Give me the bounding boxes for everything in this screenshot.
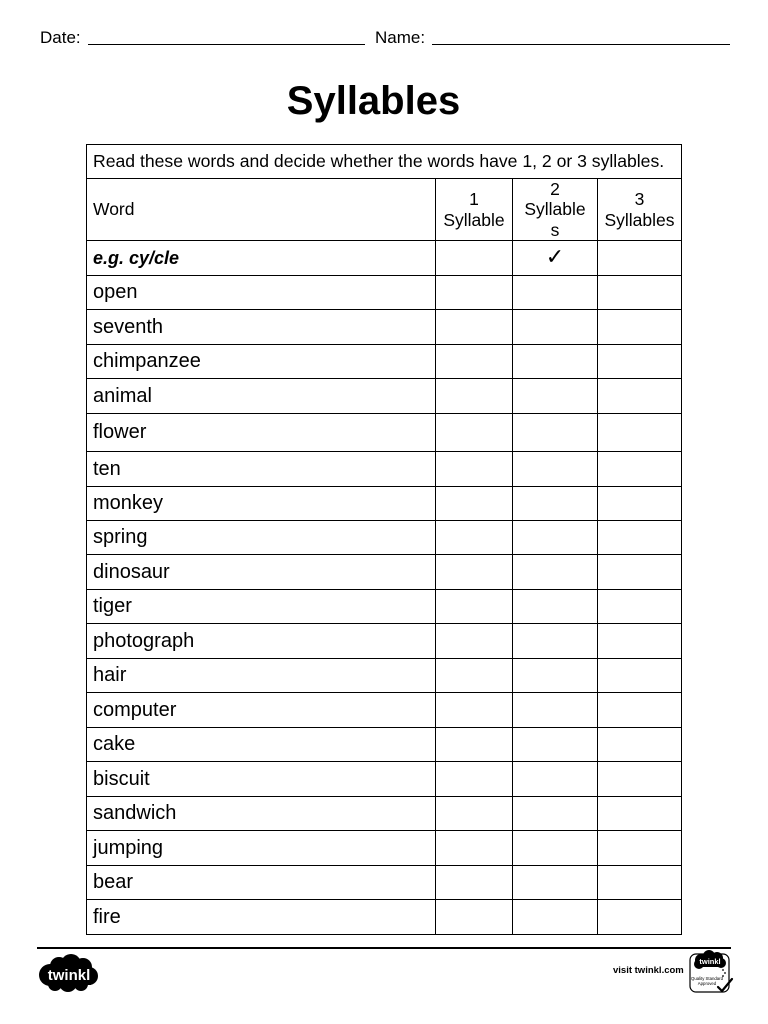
word-cell: ten bbox=[87, 452, 436, 486]
answer-1-syllable-cell bbox=[436, 624, 513, 658]
word-cell: biscuit bbox=[87, 762, 436, 796]
twinkl-logo bbox=[37, 953, 99, 993]
column-header-line: s bbox=[550, 219, 560, 240]
word-cell: open bbox=[87, 276, 436, 309]
answer-3-syllables-cell bbox=[598, 276, 681, 309]
answer-2-syllables-cell bbox=[513, 379, 598, 413]
name-label: Name: bbox=[375, 28, 426, 47]
answer-3-syllables-cell bbox=[598, 310, 681, 344]
answer-3-syllables-cell bbox=[598, 900, 681, 934]
column-header-line: Syllables bbox=[604, 209, 675, 230]
table-row bbox=[87, 379, 681, 414]
example-answer-1-syllable bbox=[436, 241, 513, 275]
word-cell: bear bbox=[87, 866, 436, 899]
table-row bbox=[87, 797, 681, 831]
column-header-word bbox=[87, 179, 436, 240]
answer-2-syllables-cell bbox=[513, 693, 598, 727]
column-header-line: 2 bbox=[550, 178, 560, 199]
word-cell: seventh bbox=[87, 310, 436, 344]
answer-2-syllables-cell bbox=[513, 797, 598, 830]
answer-3-syllables-cell bbox=[598, 345, 681, 378]
answer-3-syllables-cell bbox=[598, 728, 681, 761]
table-row bbox=[87, 624, 681, 659]
table-row bbox=[87, 693, 681, 728]
word-cell: photograph bbox=[87, 624, 436, 658]
answer-3-syllables-cell bbox=[598, 521, 681, 554]
answer-2-syllables-cell bbox=[513, 345, 598, 378]
word-cell: flower bbox=[87, 414, 436, 451]
word-cell: computer bbox=[87, 693, 436, 727]
check-mark-icon: ✓ bbox=[545, 245, 565, 270]
answer-1-syllable-cell bbox=[436, 452, 513, 486]
table-row bbox=[87, 414, 681, 452]
word-cell: sandwich bbox=[87, 797, 436, 830]
answer-1-syllable-cell bbox=[436, 487, 513, 520]
answer-1-syllable-cell bbox=[436, 693, 513, 727]
answer-1-syllable-cell bbox=[436, 762, 513, 796]
table-row bbox=[87, 831, 681, 866]
answer-2-syllables-cell bbox=[513, 728, 598, 761]
answer-2-syllables-cell bbox=[513, 762, 598, 796]
instruction-row bbox=[87, 145, 681, 179]
answer-2-syllables-cell bbox=[513, 590, 598, 623]
answer-3-syllables-cell bbox=[598, 555, 681, 589]
answer-3-syllables-cell bbox=[598, 590, 681, 623]
column-header-3-syllables bbox=[598, 179, 681, 240]
answer-1-syllable-cell bbox=[436, 728, 513, 761]
table-row bbox=[87, 900, 681, 934]
answer-2-syllables-cell bbox=[513, 310, 598, 344]
badge-line-1: Quality Standard bbox=[690, 976, 724, 981]
answer-3-syllables-cell bbox=[598, 624, 681, 658]
answer-1-syllable-cell bbox=[436, 276, 513, 309]
table-row bbox=[87, 345, 681, 379]
column-header-line: Syllable bbox=[443, 209, 505, 230]
answer-2-syllables-cell bbox=[513, 555, 598, 589]
answer-2-syllables-cell bbox=[513, 659, 598, 692]
answer-3-syllables-cell bbox=[598, 831, 681, 865]
visit-link[interactable]: visit twinkl.com bbox=[613, 965, 684, 976]
answer-1-syllable-cell bbox=[436, 900, 513, 934]
answer-3-syllables-cell bbox=[598, 797, 681, 830]
word-cell: hair bbox=[87, 659, 436, 692]
table-row bbox=[87, 590, 681, 624]
instruction-text: Read these words and decide whether the words have 1, 2 or 3 syllables. bbox=[93, 151, 665, 171]
answer-2-syllables-cell bbox=[513, 900, 598, 934]
footer-divider bbox=[37, 947, 731, 949]
answer-2-syllables-cell bbox=[513, 831, 598, 865]
column-header-line: 3 bbox=[634, 189, 645, 209]
answer-1-syllable-cell bbox=[436, 659, 513, 692]
page-title: Syllables bbox=[286, 79, 461, 123]
word-cell: fire bbox=[87, 900, 436, 934]
answer-3-syllables-cell bbox=[598, 866, 681, 899]
column-header-line: Syllable bbox=[524, 199, 586, 220]
table-row bbox=[87, 310, 681, 345]
table-row bbox=[87, 555, 681, 590]
answer-3-syllables-cell bbox=[598, 487, 681, 520]
syllables-table bbox=[86, 144, 682, 935]
logo-text: twinkl bbox=[47, 967, 91, 984]
answer-2-syllables-cell bbox=[513, 487, 598, 520]
word-cell: animal bbox=[87, 379, 436, 413]
word-cell: monkey bbox=[87, 487, 436, 520]
answer-2-syllables-cell bbox=[513, 276, 598, 309]
answer-3-syllables-cell bbox=[598, 762, 681, 796]
table-row bbox=[87, 521, 681, 555]
example-answer-2-syllables bbox=[513, 241, 598, 275]
example-word: e.g. cy/cle bbox=[87, 241, 436, 275]
table-row bbox=[87, 452, 681, 487]
word-cell: cake bbox=[87, 728, 436, 761]
answer-1-syllable-cell bbox=[436, 345, 513, 378]
answer-3-syllables-cell bbox=[598, 659, 681, 692]
table-row bbox=[87, 762, 681, 797]
word-cell: tiger bbox=[87, 590, 436, 623]
table-row bbox=[87, 487, 681, 521]
word-cell: dinosaur bbox=[87, 555, 436, 589]
answer-3-syllables-cell bbox=[598, 693, 681, 727]
answer-3-syllables-cell bbox=[598, 414, 681, 451]
answer-2-syllables-cell bbox=[513, 624, 598, 658]
answer-1-syllable-cell bbox=[436, 521, 513, 554]
answer-1-syllable-cell bbox=[436, 310, 513, 344]
answer-2-syllables-cell bbox=[513, 414, 598, 451]
answer-1-syllable-cell bbox=[436, 414, 513, 451]
quality-badge-icon bbox=[688, 949, 734, 995]
answer-2-syllables-cell bbox=[513, 521, 598, 554]
date-label: Date: bbox=[40, 28, 81, 47]
name-line bbox=[432, 44, 730, 45]
answer-3-syllables-cell bbox=[598, 379, 681, 413]
column-header-1-syllable bbox=[436, 179, 513, 240]
column-header-word-label: Word bbox=[93, 199, 135, 219]
table-row bbox=[87, 659, 681, 693]
word-cell: chimpanzee bbox=[87, 345, 436, 378]
column-header-2-syllables bbox=[513, 179, 598, 240]
header-row bbox=[87, 179, 681, 241]
example-answer-3-syllables bbox=[598, 241, 681, 275]
badge-line-2: Approved bbox=[697, 981, 717, 986]
answer-1-syllable-cell bbox=[436, 590, 513, 623]
date-line bbox=[88, 44, 365, 45]
answer-3-syllables-cell bbox=[598, 452, 681, 486]
answer-1-syllable-cell bbox=[436, 831, 513, 865]
table-row bbox=[87, 276, 681, 310]
example-row bbox=[87, 241, 681, 276]
answer-1-syllable-cell bbox=[436, 379, 513, 413]
answer-2-syllables-cell bbox=[513, 866, 598, 899]
badge-logo-text: twinkl bbox=[699, 957, 721, 966]
table-row bbox=[87, 866, 681, 900]
table-row bbox=[87, 728, 681, 762]
column-header-line: 1 bbox=[469, 189, 479, 209]
answer-2-syllables-cell bbox=[513, 452, 598, 486]
word-cell: spring bbox=[87, 521, 436, 554]
word-cell: jumping bbox=[87, 831, 436, 865]
answer-1-syllable-cell bbox=[436, 866, 513, 899]
answer-1-syllable-cell bbox=[436, 797, 513, 830]
answer-1-syllable-cell bbox=[436, 555, 513, 589]
